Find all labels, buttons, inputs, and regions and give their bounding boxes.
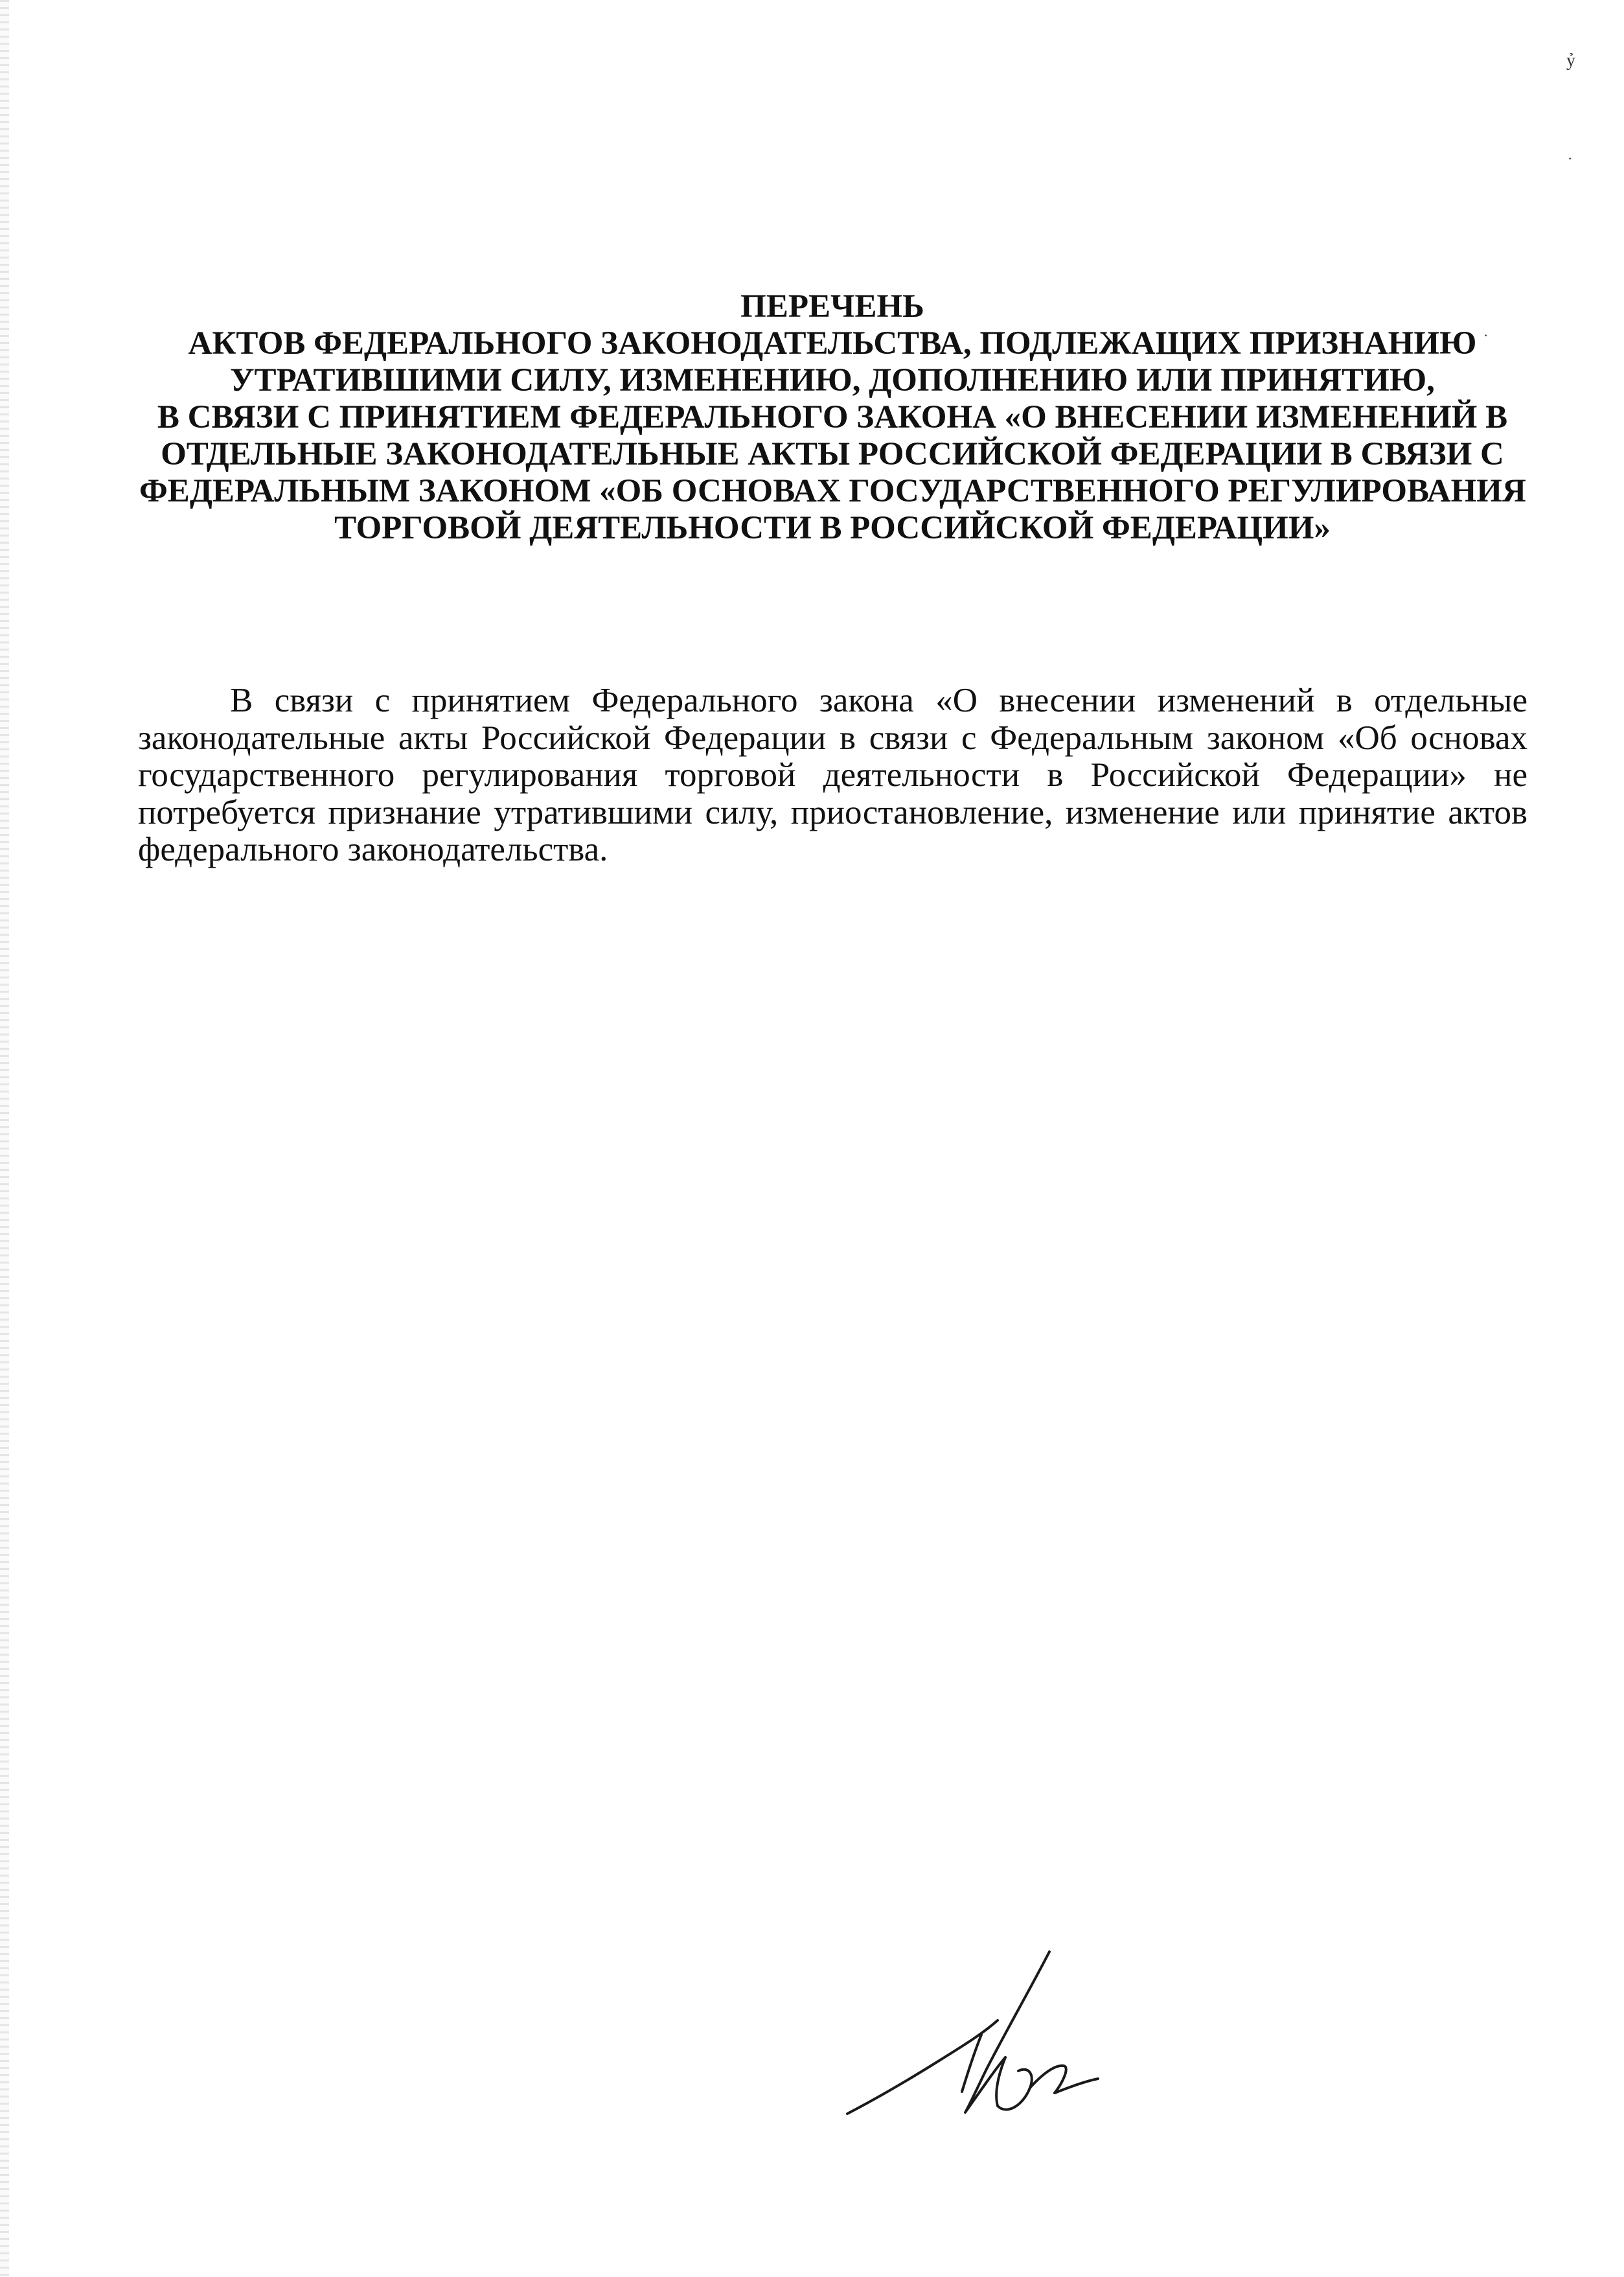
title-line: ТОРГОВОЙ ДЕЯТЕЛЬНОСТИ В РОССИЙСКОЙ ФЕДЕРАЦИИ» xyxy=(334,510,1331,546)
title-line: ПЕРЕЧЕНЬ xyxy=(740,288,924,325)
scan-edge-artifact xyxy=(0,0,9,2277)
scan-speck: · xyxy=(1483,327,1489,343)
title-line: УТРАТИВШИМИ СИЛУ, ИЗМЕНЕНИЮ, ДОПОЛНЕНИЮ ИЛИ ПРИНЯТИЮ, xyxy=(230,362,1435,399)
document-title xyxy=(139,288,1526,547)
title-line: ОТДЕЛЬНЫЕ ЗАКОНОДАТЕЛЬНЫЕ АКТЫ РОССИЙСКОЙ ФЕДЕРАЦИИ В СВЯЗИ С xyxy=(161,436,1504,472)
title-line: ФЕДЕРАЛЬНЫМ ЗАКОНОМ «ОБ ОСНОВАХ ГОСУДАРСТВЕННОГО РЕГУЛИРОВАНИЯ xyxy=(139,473,1526,509)
title-line: В СВЯЗИ С ПРИНЯТИЕМ ФЕДЕРАЛЬНОГО ЗАКОНА «О ВНЕСЕНИИ ИЗМЕНЕНИЙ В xyxy=(157,399,1508,435)
title-line: АКТОВ ФЕДЕРАЛЬНОГО ЗАКОНОДАТЕЛЬСТВА, ПОДЛЕЖАЩИХ ПРИЗНАНИЮ xyxy=(188,325,1477,362)
scan-speck: ỷ xyxy=(1566,51,1575,71)
scan-speck: · xyxy=(1568,150,1573,167)
body-paragraph: В связи с принятием Федерального закона «О внесении изменений в отдельные законодательные акты Российской Федерации в связи с Федеральным законом «Об основах государственного регулирования торговой деятельности в Российской Федерации» не потребуется признание утратившими силу, приостановление, изменение или принятие актов федерального законодательства. xyxy=(138,682,1527,868)
handwritten-signature xyxy=(836,1937,1108,2132)
